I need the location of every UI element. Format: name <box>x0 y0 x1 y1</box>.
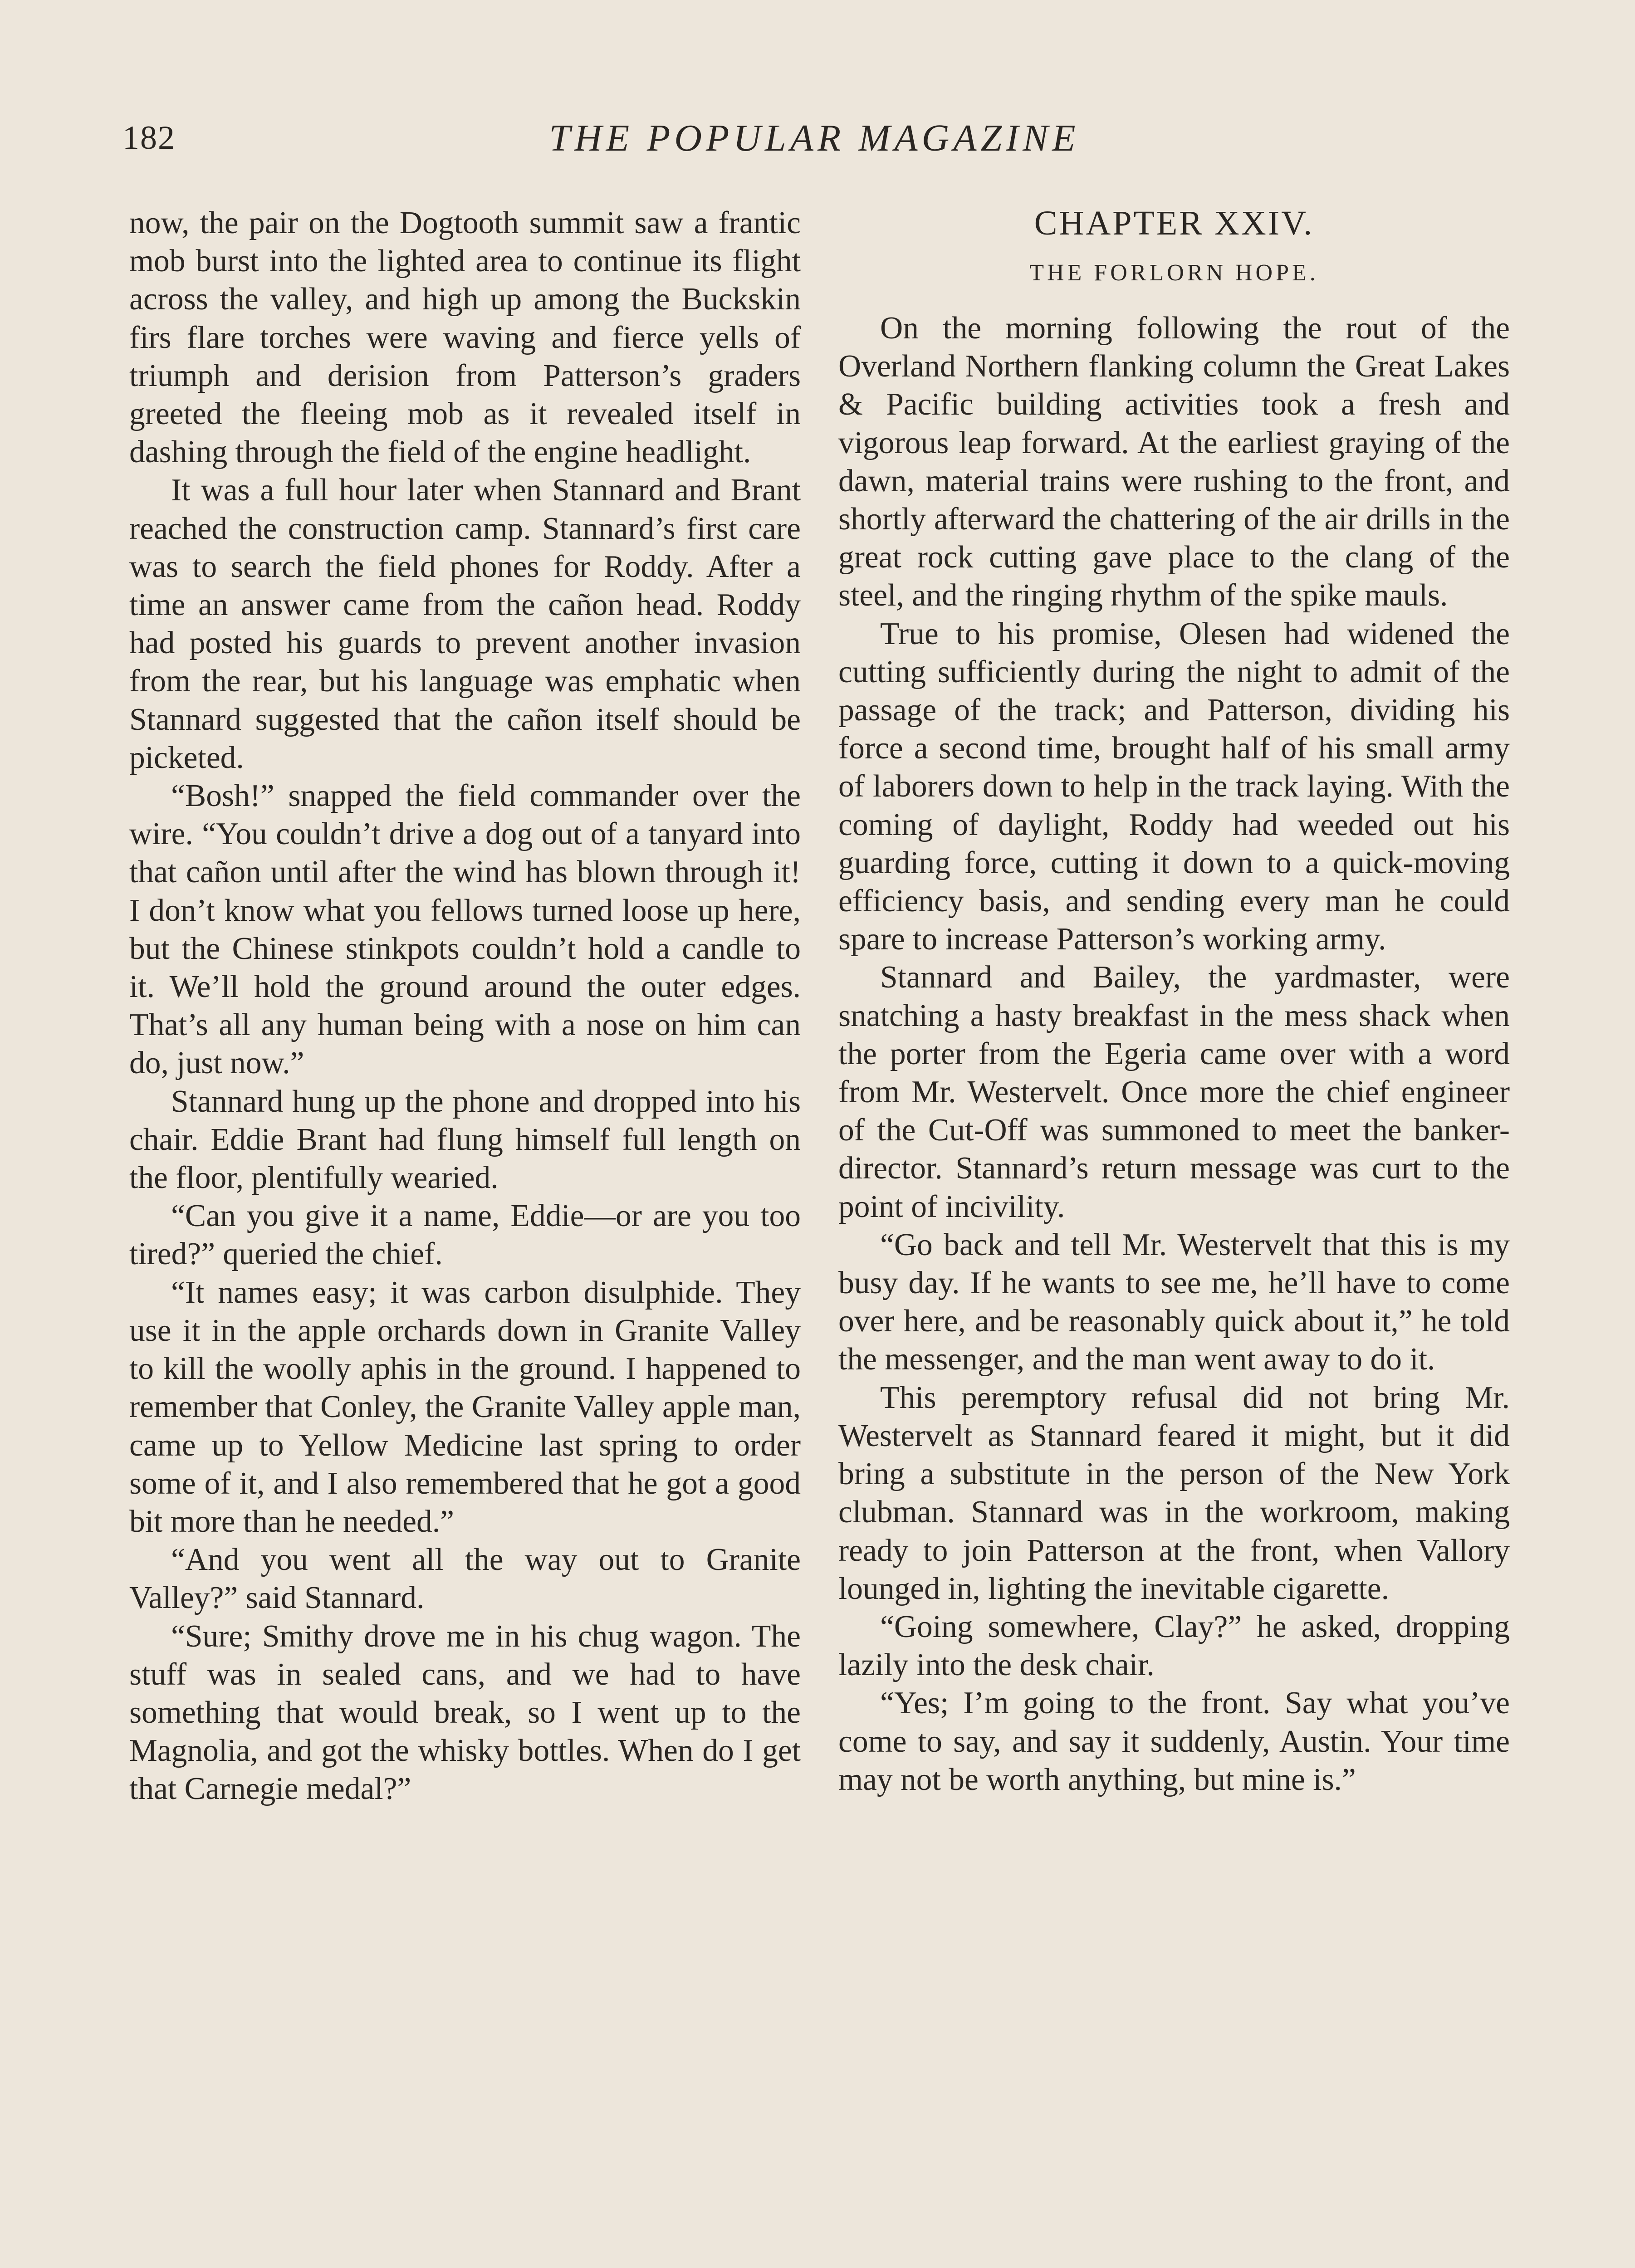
chapter-heading: CHAPTER XXIV. <box>1034 204 1314 242</box>
paragraph: “Go back and tell Mr. Westervelt that this is my busy day. If he wants to see me, he’ll have to come over here, and be reasonably quick about it,” he told the messenger, and the man went away to do it. <box>838 1227 1510 1377</box>
left-column <box>129 204 801 1809</box>
paragraph: “Bosh!” snapped the field commander over the wire. “You couldn’t drive a dog out of a tanyard into that cañon until after the wind has blown through it! I don’t know what you fellows turned loose up here, but the Chinese stinkpots couldn’t hold a candle to it. We’ll hold the ground around the outer edges. That’s all any human being with a nose on him can do, just now.” <box>129 778 801 1081</box>
paragraph: now, the pair on the Dogtooth summit saw a frantic mob burst into the lighted area to continue its flight across the valley, and high up among the Buckskin firs flare torches were waving and fierce yells of triumph and derision from Patterson’s graders greeted the fleeing mob as it revealed itself in dashing through the field of the engine headlight. <box>129 205 801 470</box>
paragraph: “Sure; Smithy drove me in his chug wagon. The stuff was in sealed cans, and we had to have something that would break, so I went up to the Magnolia, and got the whisky bottles. When do I get that Carnegie medal?” <box>129 1618 801 1807</box>
paragraph: “Yes; I’m going to the front. Say what you’ve come to say, and say it suddenly, Austin. Your time may not be worth anything, but mine is.” <box>838 1686 1510 1797</box>
paragraph: “Going somewhere, Clay?” he asked, dropping lazily into the desk chair. <box>838 1609 1510 1683</box>
paragraph: Stannard and Bailey, the yardmaster, were snatching a hasty breakfast in the mess shack when the porter from the Egeria came over with a word from Mr. Westervelt. Once more the chief engineer of the Cut-Off was summoned to meet the banker-director. Stannard’s return message was curt to the point of incivility. <box>838 960 1510 1224</box>
paragraph: “Can you give it a name, Eddie—or are you too tired?” queried the chief. <box>129 1198 801 1272</box>
paragraph: This peremptory refusal did not bring Mr. Westervelt as Stannard feared it might, but it did bring a substitute in the person of the New York clubman. Stannard was in the workroom, making ready to join Patterson at the front, when Vallory lounged in, lighting the inevitable cigarette. <box>838 1380 1510 1606</box>
right-column <box>838 204 1510 1799</box>
paragraph: True to his promise, Olesen had widened the cutting sufficiently during the night to admit of the passage of the track; and Patterson, dividing his force a second time, brought half of his small army of laborers down to help in the track laying. With the coming of daylight, Roddy had weeded out his guarding force, cutting it down to a quick-moving efficiency basis, and sending every man he could spare to increase Patterson’s working army. <box>838 616 1510 957</box>
page-header <box>122 119 1506 169</box>
paragraph: It was a full hour later when Stannard and Brant reached the construction camp. Stannard’s first care was to search the field phones for Roddy. After a time an answer came from the cañon head. Roddy had posted his guards to prevent another invasion from the rear, but his language was emphatic when Stannard suggested that the cañon itself should be picketed. <box>129 473 801 775</box>
page-number: 182 <box>122 119 176 156</box>
paragraph: On the morning following the rout of the Overland Northern flanking column the Great Lakes & Pacific building activities took a fresh and vigorous leap forward. At the earliest graying of the dawn, material trains were rushing to the front, and shortly afterward the chattering of the air drills in the great rock cutting gave place to the clang of the steel, and the ringing rhythm of the spike mauls. <box>838 311 1510 613</box>
running-title: THE POPULAR MAGAZINE <box>549 117 1080 159</box>
chapter-subtitle: THE FORLORN HOPE. <box>1029 260 1319 286</box>
paragraph: “It names easy; it was carbon disulphide. They use it in the apple orchards down in Granite Valley to kill the woolly aphis in the ground. I happened to remember that Conley, the Granite Valley apple man, came up to Yellow Medicine last spring to order some of it, and I also remembered that he got a good bit more than he needed.” <box>129 1275 801 1539</box>
paragraph: Stannard hung up the phone and dropped into his chair. Eddie Brant had flung himself full length on the floor, plentifully wearied. <box>129 1084 801 1196</box>
paragraph: “And you went all the way out to Granite Valley?” said Stannard. <box>129 1542 801 1616</box>
